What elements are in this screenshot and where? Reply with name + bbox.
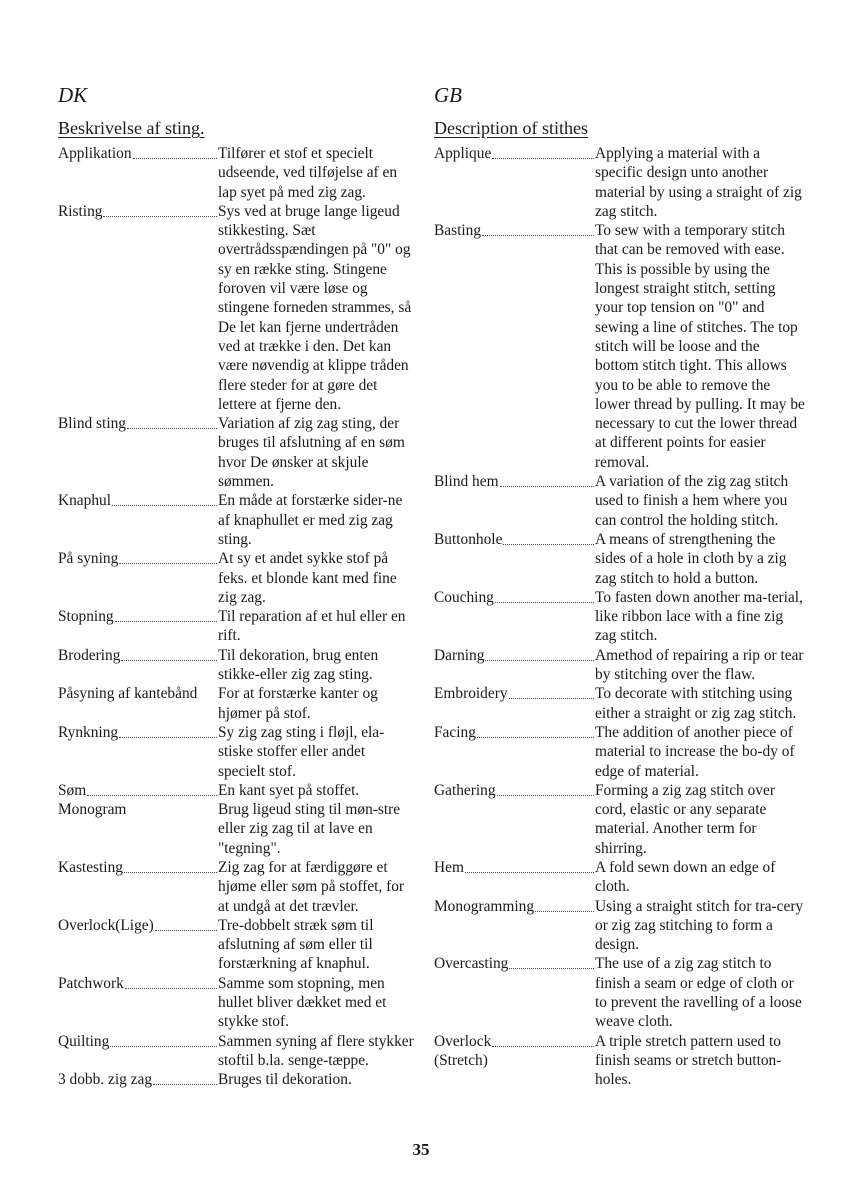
stitch-term-text: Couching — [434, 588, 494, 606]
stitch-entry — [58, 723, 414, 781]
stitch-term-cell — [434, 781, 595, 858]
stitch-term-text: Blind sting — [58, 415, 126, 433]
stitch-entry — [58, 800, 414, 858]
dot-leader — [112, 491, 217, 506]
stitch-entry — [58, 144, 414, 202]
stitch-term — [58, 1070, 152, 1089]
dot-leader — [495, 588, 594, 603]
stitch-term-text: Blind hem — [434, 473, 499, 491]
stitch-term — [58, 607, 114, 626]
stitch-entry — [434, 897, 806, 955]
stitch-description: Sammen syning af flere stykker stoftil b.la. senge-tæppe. — [218, 1032, 414, 1069]
stitch-term — [58, 202, 102, 221]
stitch-term — [434, 858, 464, 877]
stitch-term — [58, 723, 118, 742]
section-heading-gb: Description of stithes — [434, 118, 588, 138]
stitch-term-text: Patchwork — [58, 974, 124, 992]
stitch-term-text: Basting — [434, 222, 482, 240]
stitch-term-cell — [58, 1032, 218, 1071]
stitch-description: Samme som stopning, men hullet bliver dækket med et stykke stof. — [218, 974, 387, 1031]
stitch-entry — [434, 1032, 806, 1090]
stitch-term — [434, 781, 496, 800]
stitch-description: Amethod of repairing a rip or tear by stitching over the flaw. — [595, 646, 804, 684]
stitch-term — [434, 1032, 491, 1071]
dot-leader — [497, 781, 594, 796]
stitch-entry — [434, 144, 806, 221]
stitch-term-text: Applique — [434, 145, 492, 162]
stitch-term-cell — [58, 646, 218, 685]
stitch-term-cell — [58, 781, 218, 800]
stitch-term-cell — [434, 221, 595, 472]
stitch-description: En kant syet på stoffet. — [218, 781, 360, 799]
stitch-description: Sy zig zag sting i fløjl, ela-stiske stoffer eller andet specielt stof. — [218, 723, 385, 780]
stitch-entry — [58, 858, 414, 916]
stitch-term-cell — [434, 530, 595, 588]
dot-leader — [503, 530, 594, 545]
stitch-description: Variation af zig zag sting, der bruges til afslutning af en søm hvor De ønsker at skjule sømmen. — [218, 415, 405, 491]
stitch-entry — [58, 607, 414, 646]
dot-leader — [482, 221, 594, 236]
stitch-term — [434, 897, 534, 916]
stitch-term-cell — [58, 800, 218, 858]
stitch-term-cell — [434, 1032, 595, 1090]
stitch-term — [434, 144, 491, 163]
stitch-term — [434, 723, 476, 742]
stitch-term — [434, 588, 494, 607]
stitch-term — [434, 472, 499, 491]
stitch-term — [58, 144, 132, 163]
stitch-list-dk — [58, 144, 414, 1090]
stitch-term-text: Applikation — [58, 145, 132, 162]
stitch-term — [434, 684, 508, 703]
stitch-description: Applying a material with a specific design unto another material by using a straight of zig zag stitch. — [595, 145, 802, 220]
stitch-term-text: Hem — [434, 858, 464, 876]
stitch-term-cell — [58, 916, 218, 974]
dot-leader — [121, 646, 217, 661]
stitch-entry — [434, 472, 806, 530]
stitch-description: The use of a zig zag stitch to finish a seam or edge of cloth or to prevent the ravelling of a loose weave cloth. — [595, 955, 802, 1031]
stitch-term-text: Gathering — [434, 781, 496, 799]
stitch-term-cell — [58, 858, 218, 916]
stitch-term — [434, 221, 481, 240]
stitch-term-cell — [58, 1070, 218, 1089]
stitch-term-cell — [434, 588, 595, 646]
stitch-term-text: Stopning — [58, 608, 114, 626]
stitch-entry — [58, 1070, 414, 1089]
stitch-term-text: Facing — [434, 723, 476, 741]
stitch-description: A means of strengthening the sides of a hole in cloth by a zig zag stitch to hold a button. — [595, 530, 787, 587]
stitch-term — [58, 1032, 109, 1051]
dot-leader — [535, 897, 594, 912]
stitch-term-cell — [434, 144, 595, 221]
dot-leader — [509, 954, 594, 969]
stitch-term — [58, 491, 111, 510]
stitch-entry — [434, 781, 806, 858]
stitch-entry — [58, 684, 414, 723]
stitch-term-cell — [58, 723, 218, 781]
stitch-description: Brug ligeud sting til møn-stre eller zig zag til at lave en "tegning". — [218, 801, 401, 857]
stitch-term-cell — [434, 684, 595, 723]
stitch-term — [434, 646, 484, 665]
dot-leader — [110, 1032, 217, 1047]
dot-leader — [155, 916, 217, 931]
stitch-description: Tre-dobbelt stræk søm til afslutning af søm eller til forstærkning af knaphul. — [218, 916, 374, 973]
stitch-term-cell — [58, 144, 218, 202]
danish-column — [58, 80, 414, 1090]
stitch-description: At sy et andet sykke stof på feks. et blonde kant med fine zig zag. — [218, 550, 397, 606]
language-label-dk: DK — [58, 83, 88, 107]
stitch-entry — [58, 974, 414, 1032]
dot-leader — [477, 723, 594, 738]
stitch-term-text-line2: (Stretch) — [434, 1051, 488, 1069]
dot-leader — [87, 781, 217, 796]
stitch-term-text: På syning — [58, 550, 119, 568]
stitch-term-text: Knaphul — [58, 492, 112, 510]
stitch-entry — [434, 530, 806, 588]
dot-leader — [492, 144, 594, 159]
dot-leader — [115, 607, 217, 622]
stitch-term-cell — [58, 684, 218, 723]
stitch-description: Tilfører et stof et specielt udseende, ved tilføjelse af en lap syet på med zig zag. — [218, 145, 398, 201]
stitch-term-cell — [434, 723, 595, 781]
stitch-description: To fasten down another ma-terial, like ribbon lace with a fine zig zag stitch. — [595, 588, 803, 645]
dot-leader — [485, 646, 594, 661]
stitch-description: Using a straight stitch for tra-cery or zig zag stitching to form a design. — [595, 897, 804, 954]
dot-leader — [500, 472, 594, 487]
stitch-description: Forming a zig zag stitch over cord, elastic or any separate material. Another term for shirring. — [595, 781, 775, 857]
stitch-term — [58, 684, 197, 703]
stitch-term — [58, 916, 154, 935]
stitch-term — [58, 800, 126, 819]
stitch-term — [58, 781, 86, 800]
stitch-entry — [58, 916, 414, 974]
stitch-description: Til reparation af et hul eller en rift. — [218, 608, 406, 645]
language-label-gb: GB — [434, 83, 462, 107]
stitch-term-text: Buttonhole — [434, 530, 503, 548]
dot-leader — [133, 144, 217, 159]
stitch-term-cell — [58, 414, 218, 491]
stitch-term-text: Søm — [58, 781, 87, 799]
stitch-term-text: Overlock — [434, 1032, 492, 1050]
stitch-entry — [434, 588, 806, 646]
stitch-description: Bruges til dekoration. — [218, 1071, 352, 1089]
stitch-description: Sys ved at bruge lange ligeud stikkesting. Sæt overtrådsspændingen på "0" og sy en række sting. Stingene foroven vil være løse og stingene forneden strammes, så De let kan fjerne undertråden ved at trække i den. Det kan være nøvendig at klippe tråden flere steder for at gøre det lettere at fjerne den. — [218, 202, 412, 413]
dot-leader — [153, 1070, 217, 1085]
dot-leader — [125, 974, 217, 989]
stitch-entry — [434, 723, 806, 781]
stitch-term-text: Overlock(Lige) — [58, 916, 154, 934]
stitch-term-text: Brodering — [58, 646, 121, 664]
dot-leader — [127, 414, 217, 429]
stitch-entry — [434, 954, 806, 1031]
stitch-term-cell — [434, 858, 595, 897]
stitch-term-text: Monogramming — [434, 897, 535, 915]
stitch-description: En måde at forstærke sider-ne af knaphullet er med zig zag sting. — [218, 492, 403, 548]
dot-leader — [124, 858, 217, 873]
stitch-description: For at forstærke kanter og hjømer på stof. — [218, 685, 378, 722]
dot-leader — [465, 858, 594, 873]
dot-leader — [492, 1032, 594, 1047]
stitch-description: The addition of another piece of material to increase the bo-dy of edge of material. — [595, 723, 795, 780]
stitch-description: To decorate with stitching using either a straight or zig zag stitch. — [595, 685, 797, 722]
page-number: 35 — [412, 1140, 430, 1159]
stitch-term — [58, 646, 120, 665]
stitch-entry — [434, 221, 806, 472]
stitch-term — [58, 414, 126, 433]
stitch-term-text: Overcasting — [434, 955, 509, 973]
stitch-term-cell — [58, 974, 218, 1032]
stitch-term — [58, 974, 124, 993]
stitch-term — [434, 530, 502, 549]
stitch-term-cell — [434, 954, 595, 1031]
stitch-term-text: Risting — [58, 202, 103, 220]
dot-leader — [119, 723, 217, 738]
stitch-entry — [58, 1032, 414, 1071]
stitch-entry — [434, 858, 806, 897]
dot-leader — [509, 684, 594, 699]
dot-leader — [119, 549, 217, 564]
stitch-entry — [58, 781, 414, 800]
stitch-description: A variation of the zig zag stitch used to finish a hem where you can control the holding stitch. — [595, 473, 789, 529]
stitch-term-text: Kastesting — [58, 858, 123, 876]
stitch-entry — [434, 646, 806, 685]
stitch-term-text: Embroidery — [434, 685, 508, 703]
stitch-term-cell — [58, 202, 218, 414]
stitch-term-cell — [434, 897, 595, 955]
stitch-entry — [58, 646, 414, 685]
stitch-list-gb — [434, 144, 806, 1090]
stitch-description: Zig zag for at færdiggøre et hjøme eller søm på stoffet, for at undgå at det trævler. — [218, 858, 405, 915]
stitch-entry — [58, 202, 414, 414]
stitch-term-text: Rynkning — [58, 723, 119, 741]
english-column — [434, 80, 806, 1090]
stitch-term-text: Quilting — [58, 1032, 110, 1050]
stitch-term-text: Darning — [434, 646, 485, 664]
stitch-term-text: 3 dobb. zig zag — [58, 1071, 153, 1089]
stitch-term-cell — [58, 607, 218, 646]
stitch-entry — [58, 414, 414, 491]
stitch-description: A fold sewn down an edge of cloth. — [595, 858, 776, 896]
stitch-term — [58, 858, 123, 877]
stitch-term-cell — [58, 549, 218, 607]
stitch-term — [58, 549, 118, 568]
stitch-entry — [434, 684, 806, 723]
stitch-description: To sew with a temporary stitch that can be removed with ease. This is possible by using the longest straight stitch, setting your top tension on "0" and sewing a line of stitches. The top stitch will be loose and the bottom stitch tight. This allows you to be able to remove the lower thread by pulling. It may be necessary to cut the lower thread at different points for easier removal. — [595, 222, 805, 471]
dot-leader — [103, 202, 217, 217]
stitch-term-text: Monogram — [58, 801, 127, 819]
stitch-term-cell — [58, 491, 218, 549]
stitch-term-cell — [434, 472, 595, 530]
stitch-term-cell — [434, 646, 595, 685]
stitch-entry — [58, 549, 414, 607]
stitch-term-text: Påsyning af kantebånd — [58, 685, 198, 703]
stitch-description: A triple stretch pattern used to finish seams or stretch button-holes. — [595, 1032, 782, 1089]
stitch-term — [434, 954, 508, 973]
stitch-description: Til dekoration, brug enten stikke-eller zig zag sting. — [218, 646, 379, 684]
section-heading-dk: Beskrivelse af sting. — [58, 118, 205, 138]
stitch-entry — [58, 491, 414, 549]
